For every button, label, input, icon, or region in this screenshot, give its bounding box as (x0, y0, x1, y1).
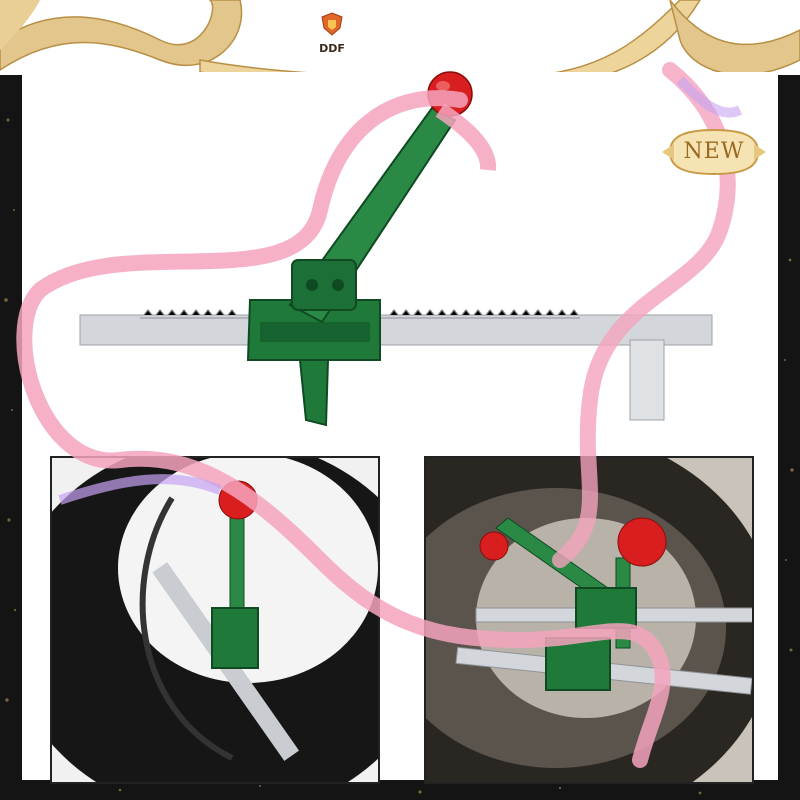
photo-tool-in-tire (50, 456, 380, 784)
red-knob (428, 72, 472, 116)
tool-claw (300, 360, 328, 425)
rack-bar (80, 315, 712, 345)
new-badge (660, 128, 768, 176)
red-knob (219, 481, 257, 519)
right-foot (630, 340, 664, 420)
badge-label: NEW (683, 139, 745, 164)
red-knob (618, 518, 666, 566)
photo-two-tools (424, 456, 754, 784)
tire-scene-left (52, 458, 378, 782)
logo-text: DDF (319, 42, 345, 55)
red-knob-small (480, 532, 508, 560)
main-product-illustration (60, 60, 740, 450)
shield-icon (319, 12, 345, 36)
tire-scene-right (426, 458, 752, 782)
brand-logo (312, 12, 352, 55)
